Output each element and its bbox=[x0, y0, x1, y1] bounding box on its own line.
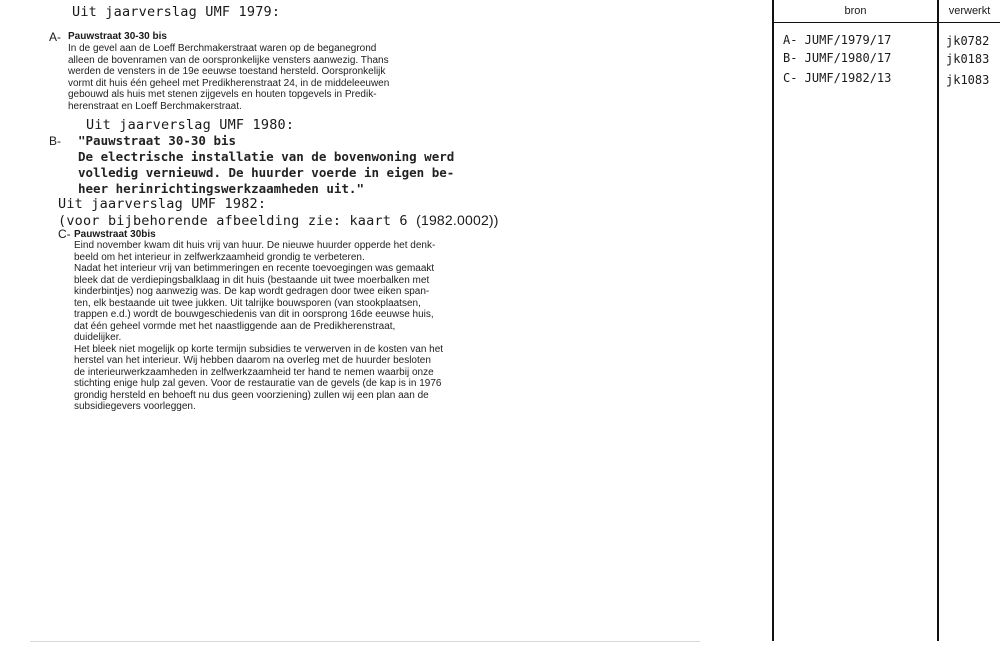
table-row-verwerkt: jk0782 bbox=[946, 34, 990, 48]
section-a-line: alleen de bovenramen van de oorspronkelijke vensters aanwezig. Thans bbox=[68, 54, 389, 66]
section-a-line: werden de vensters in de 19e eeuwse toestand hersteld. Oorspronkelijk bbox=[68, 66, 386, 77]
table-row-bron: C- JUMF/1982/13 bbox=[783, 71, 892, 85]
section-c-line: trappen e.d.) wordt de bouwgeschiedenis van dit in oorsprong 16de eeuwse huis, bbox=[74, 309, 434, 320]
section-c-line: Eind november kwam dit huis vrij van huur. De nieuwe huurder opperde het denk- bbox=[74, 240, 436, 251]
page-bottom-rule bbox=[30, 641, 700, 642]
section-a-line: In de gevel aan de Loeff Berchmakerstraat waren op de beganegrond bbox=[68, 43, 377, 54]
section-c-see-line bbox=[58, 212, 499, 229]
section-c-see-ref: (1982.0002)) bbox=[416, 212, 499, 228]
section-c-line: subsidiegevers voorleggen. bbox=[74, 401, 196, 412]
table-column-divider bbox=[937, 0, 939, 641]
section-b-body bbox=[78, 133, 454, 197]
section-b-line: De electrische installatie van de bovenwoning werd bbox=[78, 149, 455, 164]
section-a-line: gebouwd als huis met stenen zijgevels en houten topgevels in Predik- bbox=[68, 89, 377, 100]
section-c-heading: Uit jaarverslag UMF 1982: bbox=[58, 196, 267, 212]
section-a-heading: Uit jaarverslag UMF 1979: bbox=[72, 4, 281, 20]
table-row-bron: A- JUMF/1979/17 bbox=[783, 33, 892, 47]
section-b-line: volledig vernieuwd. De huurder voerde in eigen be- bbox=[78, 165, 455, 180]
section-c-line: dat één geheel vormde met het naastliggende aan de Predikherenstraat, bbox=[74, 320, 396, 332]
section-b-marker: B- bbox=[49, 134, 61, 148]
section-a-marker: A- bbox=[49, 30, 61, 44]
section-c-body bbox=[74, 240, 443, 413]
table-left-border bbox=[772, 0, 774, 641]
section-c-subtitle: Pauwstraat 30bis bbox=[74, 229, 156, 240]
section-c-marker: C- bbox=[58, 227, 71, 241]
section-b-line: heer herinrichtingswerkzaamheden uit." bbox=[78, 181, 364, 196]
section-c-line: bleek dat de verdiepingsbalklaag in dit huis (bestaande uit twee moerbalken met bbox=[74, 274, 430, 286]
section-c-line: kinderbintjes) nog aanwezig was. De kap wordt gedragen door twee eiken span- bbox=[74, 286, 430, 297]
section-b-heading: Uit jaarverslag UMF 1980: bbox=[86, 117, 295, 133]
table-row-verwerkt: jk1083 bbox=[946, 73, 990, 87]
table-header-rule bbox=[772, 22, 1000, 23]
header-bron: bron bbox=[844, 5, 867, 17]
section-b-line: "Pauwstraat 30-30 bis bbox=[78, 133, 237, 148]
section-c-line: duidelijker. bbox=[74, 332, 122, 343]
section-c-line: ten, elk bestaande uit twee jukken. Uit talrijke bouwsporen (van stookplaatsen, bbox=[74, 297, 421, 309]
header-verwerkt: verwerkt bbox=[948, 5, 991, 17]
section-c-see-text: (voor bijbehorende afbeelding zie: kaart 6 bbox=[58, 213, 408, 229]
section-c-line: Nadat het interieur vrij van betimmeringen en recente toevoegingen was gemaakt bbox=[74, 263, 435, 274]
section-c-line: herstel van het interieur. Wij hebben daarom na overleg met de huurder besloten bbox=[74, 355, 431, 366]
section-c-line: stichting enige hulp zal geven. Voor de restauratie van de gevels (de kap is in 1976 bbox=[74, 378, 442, 389]
section-a-line: herenstraat en Loeff Berchmakerstraat. bbox=[68, 100, 242, 112]
section-c-line: de interieurwerkzaamheden in zelfwerkzaamheid ter hand te nemen waarbij onze bbox=[74, 366, 434, 378]
section-c-line: grondig hersteld en behoeft nu dus geen voorziening) zullen wij een plan aan de bbox=[74, 389, 429, 401]
section-c-line: beeld om het interieur in zelfwerkzaamheid grondig te verbeteren. bbox=[74, 251, 365, 263]
section-c-line: Het bleek niet mogelijk op korte termijn subsidies te verwerven in de kosten van het bbox=[74, 343, 444, 355]
table-row-bron: B- JUMF/1980/17 bbox=[783, 51, 892, 65]
table-row-verwerkt: jk0183 bbox=[946, 52, 990, 66]
section-a-line: vormt dit huis één geheel met Predikherenstraat 24, in de middeleeuwen bbox=[68, 77, 390, 89]
section-a-body bbox=[68, 43, 389, 112]
section-a-subtitle: Pauwstraat 30-30 bis bbox=[68, 31, 167, 42]
